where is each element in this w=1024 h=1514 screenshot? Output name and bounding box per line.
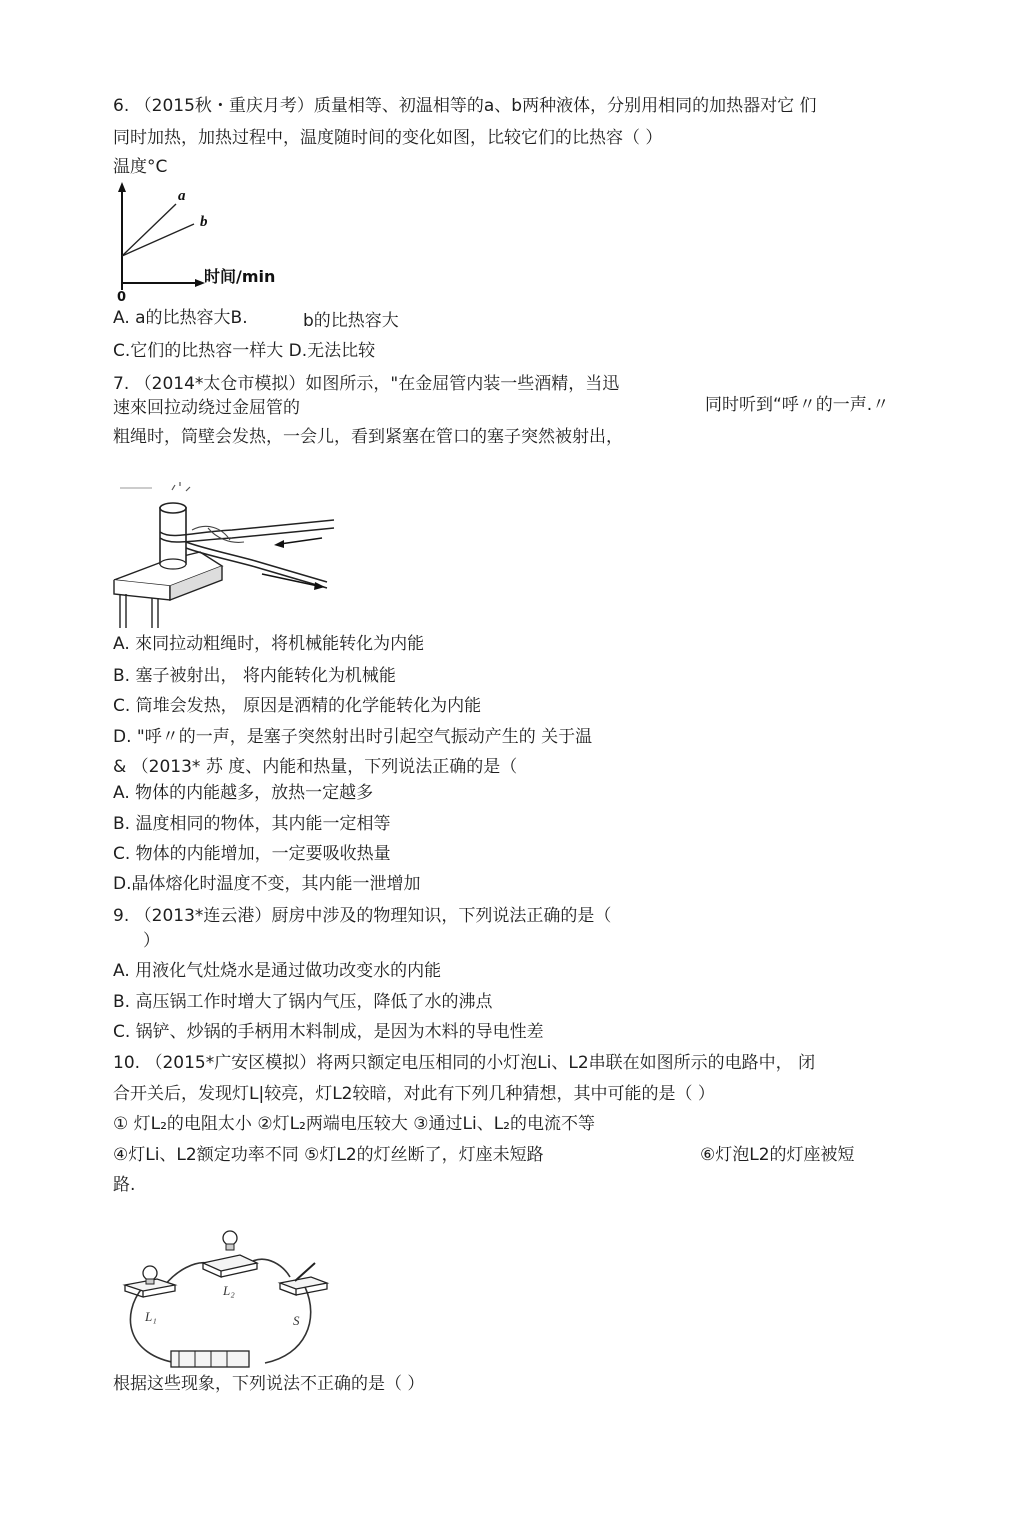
battery-icon [171, 1351, 249, 1367]
x-axis-label: 时间/min [204, 267, 276, 286]
q6-graph-ylabel: 温度°C [113, 157, 168, 177]
temperature-time-graph [110, 180, 310, 305]
q7-stem-line1: 7. （2014*太仓市模拟）如图所示，"在金屈管内装一些酒精，当迅 [113, 374, 620, 394]
bulb-l2-base [203, 1255, 257, 1271]
y-axis-arrow-icon [118, 182, 126, 192]
q9-stem-line2: ） [143, 931, 160, 951]
bulb-l2-icon [223, 1231, 237, 1245]
line-a [122, 204, 176, 256]
arrow-right-icon [314, 582, 325, 590]
line-a-label: a [178, 188, 186, 204]
origin-label: 0 [117, 290, 127, 305]
q8-option-a: A. 物体的内能越多，放热一定越多 [113, 783, 374, 803]
q6-option-c-d: C.它们的比热容一样大 D.无法比较 [113, 341, 376, 361]
q7-option-d: D. "呼〃的一声，是塞子突然射出时引起空气振动产生的 关于温 [113, 727, 593, 747]
label-l2: L₂ [223, 1283, 235, 1298]
q6-option-a-b: A. a的比热容大B. [113, 308, 248, 328]
bulb-l1-icon [143, 1266, 157, 1280]
series-circuit-figure [115, 1225, 330, 1375]
q6-stem-line2: 同时加热，加热过程中，温度随时间的变化如图，比较它们的比热容（ ） [113, 128, 663, 148]
q8-stem: & （2013* 苏 度、内能和热量，下列说法正确的是（ [113, 757, 518, 777]
q7-stem-line3: 粗绳时，筒壁会发热，一会儿，看到紧塞在管口的塞子突然被射出， [113, 427, 623, 447]
arrow-left-icon [274, 540, 284, 548]
q9-stem-line1: 9. （2013*连云港）厨房中涉及的物理知识，下列说法正确的是（ [113, 906, 612, 926]
line-b-label: b [200, 214, 208, 230]
q9-option-a: A. 用液化气灶烧水是通过做功改变水的内能 [113, 961, 442, 981]
q9-option-c: C. 锅铲、炒锅的手柄用木料制成，是因为木料的导电性差 [113, 1022, 544, 1042]
q6-option-b-text: b的比热容大 [303, 311, 399, 331]
q7-option-a: A. 來同拉动粗绳时，将机械能转化为内能 [113, 634, 425, 654]
q7-option-b: B. 塞子被射出， 将内能转化为机械能 [113, 666, 396, 686]
label-l1: L₁ [145, 1309, 157, 1324]
q7-option-c: C. 筒堆会发热， 原因是洒精的化学能转化为内能 [113, 696, 482, 716]
steam-marks [172, 482, 190, 491]
q10-guesses-line2a: ④灯Li、L2额定功率不同 ⑤灯L2的灯丝断了，灯座未短路 [113, 1145, 544, 1165]
metal-tube-rope-figure [112, 482, 340, 630]
q7-stem-line2a: 速來回拉动绕过金屈管的 [113, 398, 300, 418]
label-s: S [293, 1313, 300, 1328]
q10-stem-line1: 10. （2015*广安区模拟）将两只额定电压相同的小灯泡Li、L2串联在如图所示的电路中， 闭 [113, 1053, 816, 1073]
q10-stem-line2: 合开关后，发现灯L|较亮，灯L2较暗，对此有下列几种猜想，其中可能的是（ ） [113, 1084, 715, 1104]
q6-stem-line1: 6. （2015秋・重庆月考）质量相等、初温相等的a、b两种液体，分别用相同的加热器对它 们 [113, 96, 817, 116]
switch-base [280, 1277, 327, 1289]
q9-option-b: B. 高压锅工作时增大了锅内气压，降低了水的沸点 [113, 992, 493, 1012]
q10-guesses-line1: ① 灯L₂的电阻太小 ②灯L₂两端电压较大 ③通过Li、L₂的电流不等 [113, 1114, 595, 1134]
q10-guesses-line2b: ⑥灯泡L2的灯座被短 [700, 1145, 855, 1165]
q10-guesses-line3: 路. [113, 1175, 136, 1195]
tube-stopper [160, 503, 186, 513]
line-b [122, 224, 194, 256]
q7-stem-line2b: 同时听到“呼〃的一声.〃 [705, 395, 890, 415]
q10-final-question: 根据这些现象，下列说法不正确的是（ ） [113, 1374, 425, 1394]
q8-option-c: C. 物体的内能增加，一定要吸收热量 [113, 844, 391, 864]
q8-option-d: D.晶体熔化时温度不变，其内能一泄增加 [113, 874, 421, 894]
q8-option-b: B. 温度相同的物体，其内能一定相等 [113, 814, 391, 834]
